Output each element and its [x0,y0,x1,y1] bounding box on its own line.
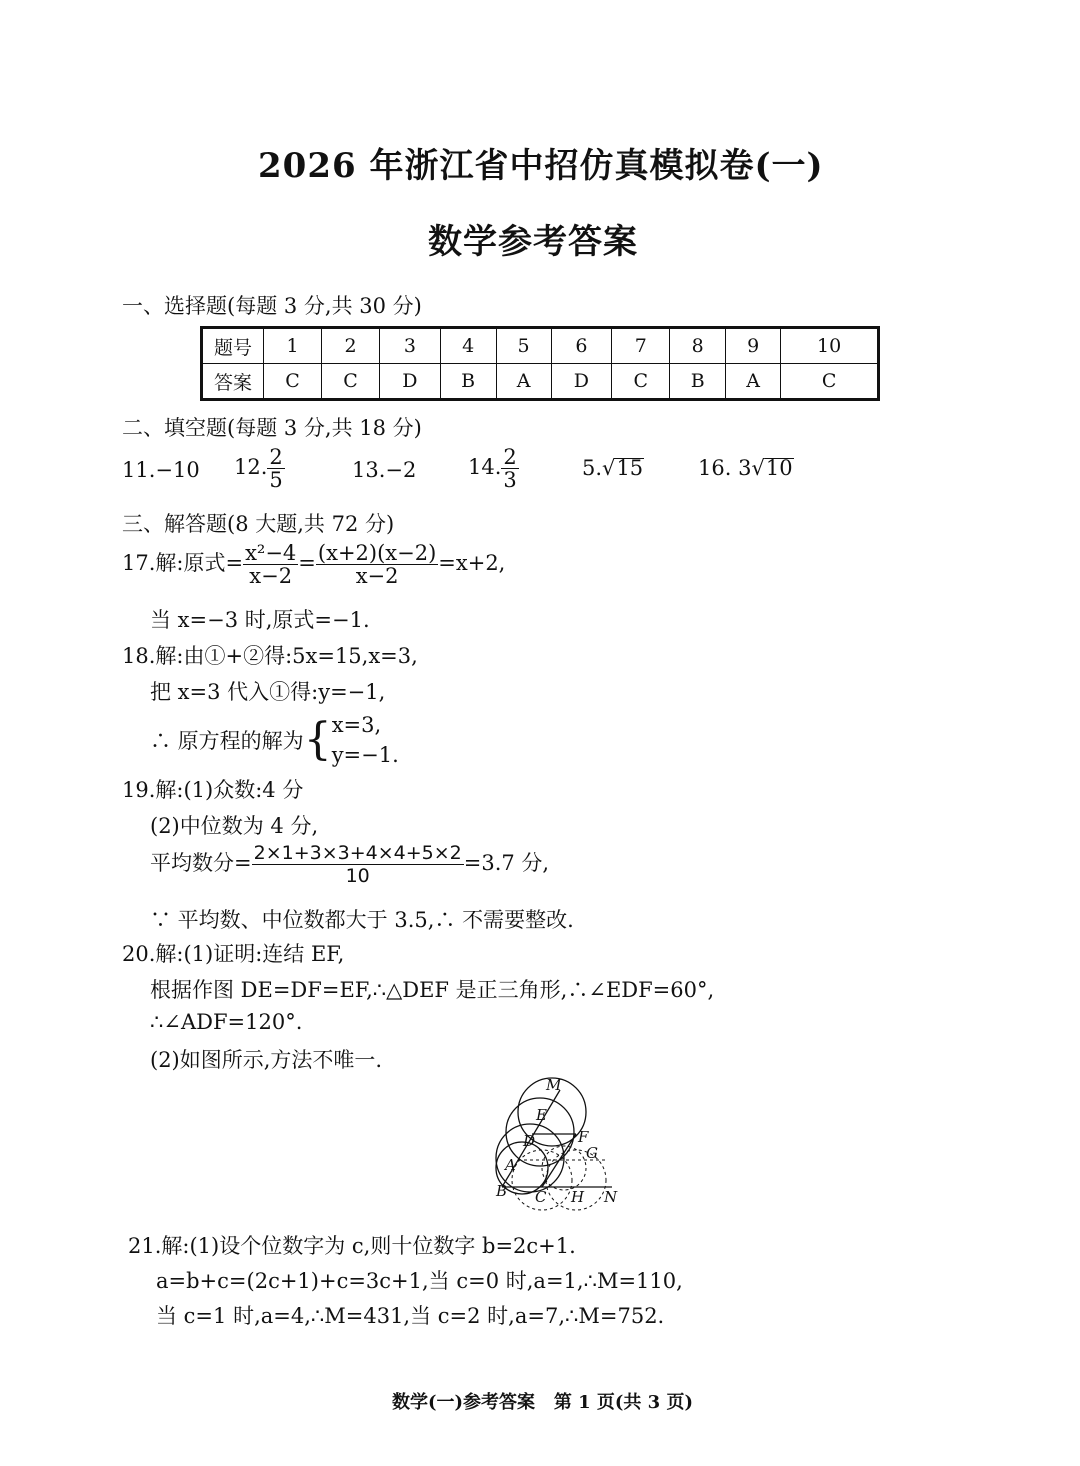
page-footer: 数学(一)参考答案 第 1 页(共 3 页) [392,1392,693,1413]
denominator: 10 [345,865,370,887]
table-cell: B [670,364,726,400]
denominator: x−2 [355,564,399,588]
q18-line1: 18.解:由①+②得:5x=15,x=3, [122,644,418,668]
q21-line2: a=b+c=(2c+1)+c=3c+1,当 c=0 时,a=1,∴M=110, [156,1269,683,1293]
table-cell: 1 [264,328,322,364]
fig-label-e: E [536,1106,547,1124]
table-cell: 2 [322,328,380,364]
table-cell: 8 [670,328,726,364]
system-eq-1: x=3, [331,713,382,737]
section2-heading: 二、填空题(每题 3 分,共 18 分) [122,416,422,440]
fig-label-f: F [578,1128,589,1146]
answer-table [200,326,880,401]
fig-label-n: N [604,1188,618,1206]
section1-heading: 一、选择题(每题 3 分,共 30 分) [122,294,422,318]
fraction [316,542,438,587]
equals: = [298,551,316,575]
q19-tail: =3.7 分, [463,851,550,875]
fig-label-b: B [496,1182,508,1200]
table-cell: D [380,364,441,400]
answer-14 [468,446,519,491]
table-cell: B [440,364,496,400]
denominator: 5 [269,468,283,492]
q18-prefix: ∴ 原方程的解为 [150,729,304,753]
answer-15-prefix: 5. [582,456,603,480]
q18-line3 [150,710,399,770]
table-cell: 6 [551,328,612,364]
radicand: 15 [616,456,644,480]
table-cell: 9 [726,328,781,364]
q17-tail: =x+2, [438,551,506,575]
denominator: 3 [503,468,517,492]
radicand: 10 [765,456,793,480]
fig-label-m: M [546,1076,562,1094]
q21-line1: 21.解:(1)设个位数字为 c,则十位数字 b=2c+1. [128,1234,576,1258]
q20-line3: ∴∠ADF=120°. [150,1010,303,1034]
table-row-numbers [202,328,879,364]
section3-heading: 三、解答题(8 大题,共 72 分) [122,512,395,536]
q17-prefix: 17.解:原式= [122,551,244,575]
q21-line3: 当 c=1 时,a=4,∴M=431,当 c=2 时,a=7,∴M=752. [156,1304,665,1328]
numerator: 2×1+3×3+4×4+5×2 [253,842,462,864]
page-subtitle: 数学参考答案 [428,222,638,262]
q20-line1: 20.解:(1)证明:连结 EF, [122,942,345,966]
q19-line2: (2)中位数为 4 分, [150,814,319,838]
q20-line2: 根据作图 DE=DF=EF,∴△DEF 是正三角形,∴∠EDF=60°, [150,978,715,1002]
construction-figure [480,1072,640,1222]
answer-13: 13.−2 [352,458,417,482]
table-cell: C [612,364,670,400]
sqrt-icon: √ [602,456,616,480]
fraction [267,446,284,491]
q18-line2: 把 x=3 代入①得:y=−1, [150,680,386,704]
q19-line3 [150,842,549,887]
fig-label-g: G [586,1144,598,1162]
equation-system [332,710,399,770]
fraction [243,542,298,587]
table-cell: 5 [496,328,551,364]
numerator: 2 [269,445,283,469]
row-label: 题号 [202,328,264,364]
q17-line1 [122,542,505,587]
table-cell: 3 [380,328,441,364]
fraction [252,842,464,887]
denominator: x−2 [249,564,293,588]
table-cell: D [551,364,612,400]
table-cell: C [322,364,380,400]
answer-14-prefix: 14. [468,455,502,479]
answer-11: 11.−10 [122,458,200,482]
numerator: 2 [503,445,517,469]
page-title: 2026 年浙江省中招仿真模拟卷(一) [258,146,824,186]
answer-12 [234,446,285,491]
fig-label-h: H [571,1188,585,1206]
answer-15 [582,456,644,480]
table-cell: A [496,364,551,400]
fraction [501,446,518,491]
sqrt-icon: √ [751,456,765,480]
answer-12-prefix: 12. [234,455,268,479]
system-eq-2: y=−1. [331,743,399,767]
fig-label-a: A [505,1156,516,1174]
q19-line4: ∵ 平均数、中位数都大于 3.5,∴ 不需要整改. [150,908,574,932]
numerator: (x+2)(x−2) [317,541,437,565]
q20-line4: (2)如图所示,方法不唯一. [150,1048,383,1072]
table-cell: 7 [612,328,670,364]
table-cell: 4 [440,328,496,364]
fig-label-d: D [523,1132,536,1150]
row-label: 答案 [202,364,264,400]
fig-label-c: C [535,1188,547,1206]
table-cell: A [726,364,781,400]
numerator: x²−4 [245,541,297,565]
table-row-answers [202,364,879,400]
table-cell: C [781,364,879,400]
answer-16 [698,456,794,480]
q19-prefix: 平均数分= [150,851,252,875]
answer-16-prefix: 16. 3 [698,456,752,480]
table-cell: C [264,364,322,400]
q19-line1: 19.解:(1)众数:4 分 [122,778,304,802]
table-cell: 10 [781,328,879,364]
q17-line2: 当 x=−3 时,原式=−1. [150,608,370,632]
left-brace-icon: { [303,714,332,765]
